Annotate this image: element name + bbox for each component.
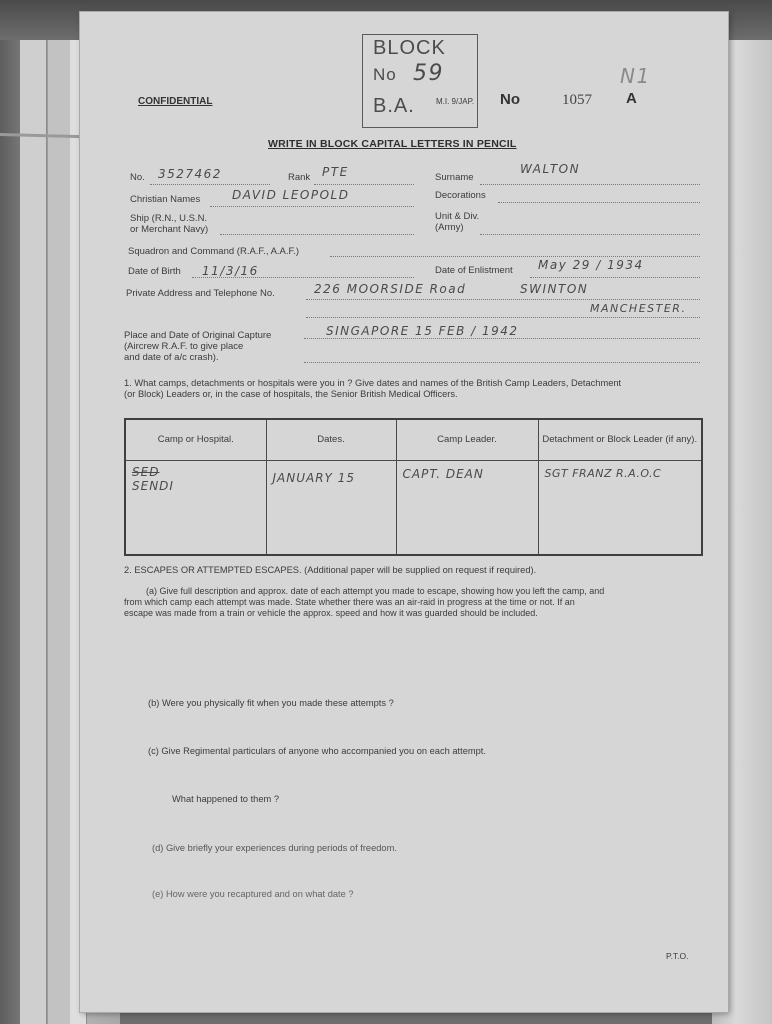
- unit-label-line2: (Army): [435, 222, 464, 233]
- dates-value: JANUARY 15: [272, 471, 355, 485]
- stamp-ba-label: B.A.: [373, 95, 415, 117]
- christian-names-label: Christian Names: [130, 194, 201, 205]
- capture-value: SINGAPORE 15 FEB / 1942: [326, 324, 519, 338]
- ship-label-line1: Ship (R.N., U.S.N.: [130, 213, 208, 224]
- stacked-sheet-edge: [48, 30, 71, 1024]
- surname-label: Surname: [435, 172, 474, 183]
- address-label: Private Address and Telephone No.: [126, 288, 275, 299]
- enlistment-date-label: Date of Enlistment: [435, 265, 513, 276]
- rank-label: Rank: [288, 172, 311, 183]
- christian-names-value: DAVID LEOPOLD: [232, 188, 350, 202]
- please-turn-over: P.T.O.: [666, 951, 689, 961]
- question-2e: (e) How were you recaptured and on what date ?: [152, 889, 354, 899]
- address-value-line3: MANCHESTER.: [590, 302, 687, 315]
- camps-cell-camp: [125, 461, 266, 556]
- stamp-no-label: No: [373, 65, 397, 84]
- camps-cell-detachment: [538, 461, 702, 556]
- service-number-label: No.: [130, 172, 145, 183]
- leader-value: CAPT. DEAN: [402, 467, 484, 481]
- detachment-value: SGT FRANZ R.A.O.C: [544, 467, 662, 480]
- address-value-line1: 226 MOORSIDE Road: [314, 282, 467, 296]
- ship-label-line2: or Merchant Navy): [130, 224, 209, 235]
- question-1-line2: (or Block) Leaders or, in the case of hospitals, the Senior British Medical Officers.: [124, 389, 458, 399]
- unit-label-line1: Unit & Div.: [435, 211, 480, 222]
- block-stamp: [362, 34, 478, 128]
- camp-value: SENDI: [132, 479, 174, 493]
- question-2b: (b) Were you physically fit when you made these attempts ?: [148, 698, 394, 708]
- surname-value: WALTON: [520, 162, 581, 176]
- question-2a-line3: escape was made from a train or vehicle the approx. speed and how it was guarded should be included.: [124, 608, 538, 618]
- service-number-value: 3527462: [158, 167, 222, 181]
- squadron-label: Squadron and Command (R.A.F., A.A.F.): [128, 246, 300, 257]
- form-no-label: No: [500, 91, 520, 108]
- question-1-line1: 1. What camps, detachments or hospitals were you in ? Give dates and names of the British Camp Leaders, Detachment: [124, 378, 622, 388]
- question-2a-line1: (a) Give full description and approx. date of each attempt you made to escape, showing how you left the camp, and: [146, 586, 605, 596]
- camps-cell-dates: [266, 461, 396, 556]
- question-2a-line2: from which camp each attempt was made. State whether there was an air-raid in progress at the time or not. If an: [124, 597, 575, 607]
- stamp-side-annotation: N1: [620, 64, 651, 88]
- camps-header-dates: Dates.: [266, 419, 396, 461]
- camps-table-header-row: [125, 419, 702, 461]
- capture-label-line2: (Aircrew R.A.F. to give place: [124, 341, 244, 352]
- form-heading: WRITE IN BLOCK CAPITAL LETTERS IN PENCIL: [268, 138, 517, 150]
- capture-label-line3: and date of a/c crash).: [124, 352, 219, 363]
- confidential-label: CONFIDENTIAL: [138, 96, 213, 107]
- question-2c-sub: What happened to them ?: [172, 794, 279, 804]
- decorations-label: Decorations: [435, 190, 486, 201]
- stacked-sheet-edge: [20, 30, 47, 1024]
- rank-value: PTE: [322, 165, 349, 179]
- date-of-birth-label: Date of Birth: [128, 266, 181, 277]
- form-suffix: A: [626, 90, 637, 107]
- enlistment-date-value: May 29 / 1934: [538, 258, 644, 272]
- camps-header-leader: Camp Leader.: [396, 419, 538, 461]
- stamp-block-label: BLOCK: [373, 37, 446, 59]
- camps-header-detachment: Detachment or Block Leader (if any).: [538, 419, 702, 461]
- question-2c: (c) Give Regimental particulars of anyone who accompanied you on each attempt.: [148, 746, 486, 756]
- questionnaire-sheet: [80, 12, 728, 1012]
- form-number: 1057: [562, 92, 592, 108]
- stamp-no-value: 59: [413, 61, 444, 86]
- table-row: [125, 461, 702, 556]
- form-code: M.I. 9/JAP.: [436, 97, 475, 106]
- capture-label-line1: Place and Date of Original Capture: [124, 330, 272, 341]
- question-2d: (d) Give briefly your experiences during periods of freedom.: [152, 843, 397, 853]
- camp-struck-value: SED: [132, 465, 160, 479]
- camps-table: [124, 418, 703, 556]
- camps-header-camp: Camp or Hospital.: [125, 419, 266, 461]
- camps-cell-leader: [396, 461, 538, 556]
- date-of-birth-value: 11/3/16: [202, 264, 259, 278]
- question-2-title: 2. ESCAPES OR ATTEMPTED ESCAPES. (Additional paper will be supplied on request if required).: [124, 565, 537, 575]
- address-value-line2: SWINTON: [520, 282, 589, 296]
